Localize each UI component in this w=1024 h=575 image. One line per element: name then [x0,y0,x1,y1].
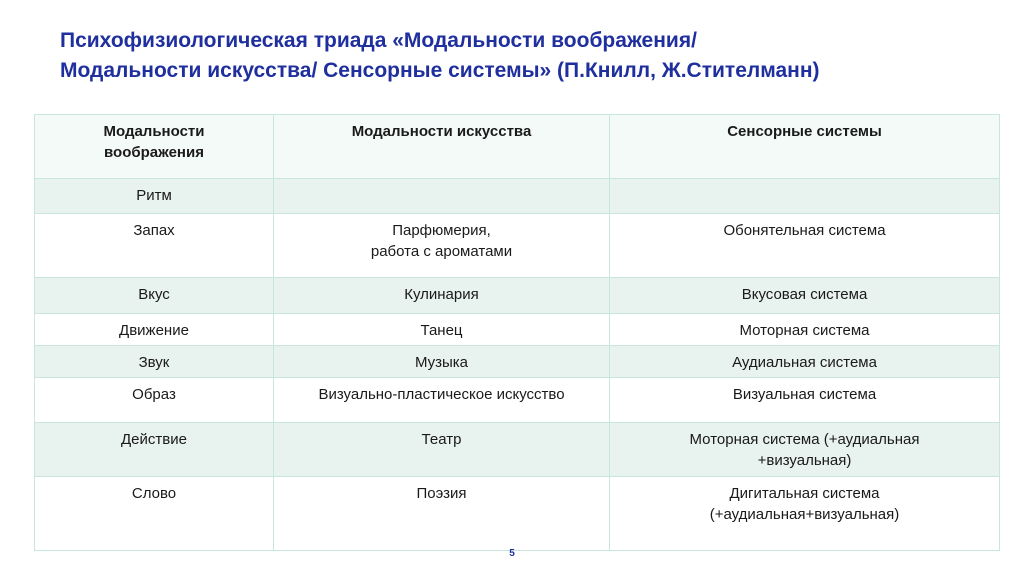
cell-imagination: Ритм [35,179,274,214]
table-header-row [35,115,1000,179]
cell-sensory: Аудиальная система [610,346,1000,378]
cell-imagination: Слово [35,477,274,551]
page-number: 5 [509,548,515,559]
cell-sensory [610,423,1000,477]
cell-sensory-line-2: (+аудиальная+визуальная) [709,506,900,523]
cell-art-line-2: работа с ароматами [370,243,513,260]
cell-art [274,179,610,214]
cell-art-line-1: Парфюмерия, [392,222,491,239]
cell-imagination: Образ [35,378,274,423]
table-row [35,214,1000,278]
cell-sensory [610,214,1000,278]
cell-imagination: Запах [35,214,274,278]
cell-sensory: Моторная система [610,314,1000,346]
cell-imagination: Действие [35,423,274,477]
table-row [35,477,1000,551]
cell-art: Визуально-пластическое искусство [274,378,610,423]
header-imagination-line-1: Модальности [103,123,205,140]
cell-sensory-line-1: Дигитальная система [729,485,880,502]
header-art-modalities: Модальности искусства [274,115,610,179]
table-row [35,314,1000,346]
cell-sensory: Визуальная система [610,378,1000,423]
cell-sensory: Вкусовая система [610,278,1000,314]
table-row [35,378,1000,423]
table-row [35,346,1000,378]
cell-art: Поэзия [274,477,610,551]
cell-art: Театр [274,423,610,477]
cell-art [274,214,610,278]
triad-table [34,114,1000,551]
slide-title [60,26,980,86]
slide-title-line-2: Модальности искусства/ Сенсорные системы» (П.Книлл, Ж.Стителманн) [60,59,820,82]
cell-art: Кулинария [274,278,610,314]
table-row [35,278,1000,314]
cell-sensory [610,179,1000,214]
header-imagination-line-2: воображения [104,144,204,161]
table-row [35,423,1000,477]
cell-imagination: Вкус [35,278,274,314]
cell-art: Музыка [274,346,610,378]
cell-imagination: Движение [35,314,274,346]
slide-title-line-1: Психофизиологическая триада «Модальности воображения/ [60,29,697,52]
cell-imagination: Звук [35,346,274,378]
cell-sensory [610,477,1000,551]
table-row [35,179,1000,214]
cell-sensory-line-1: Обонятельная система [723,222,886,239]
cell-art: Танец [274,314,610,346]
header-sensory-systems: Сенсорные системы [610,115,1000,179]
cell-sensory-line-1: Моторная система (+аудиальная [689,431,920,448]
header-imagination-modalities [35,115,274,179]
cell-sensory-line-2: +визуальная) [757,452,852,469]
